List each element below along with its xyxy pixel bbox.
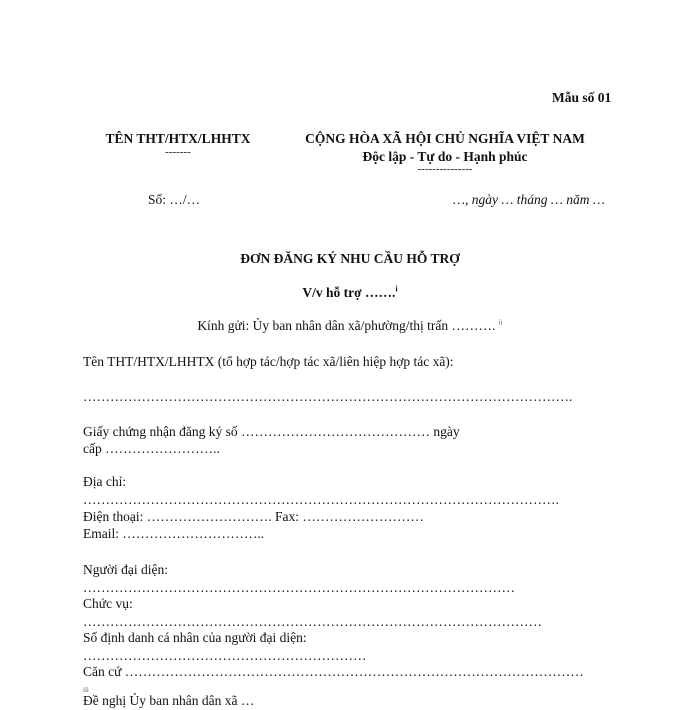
document-number: Số: …/… xyxy=(148,192,201,207)
country-title: CỘNG HÒA XÃ HỘI CHỦ NGHĨA VIỆT NAM xyxy=(305,131,585,146)
recipient xyxy=(0,318,700,334)
basis-text: Căn cứ ………………………………………………………………………………………… xyxy=(83,664,584,679)
recipient-footnote-ref: ii xyxy=(498,318,503,327)
name-line: ………………………………………………………………………………………………. xyxy=(83,389,573,404)
recipient-text: Kính gửi: Ủy ban nhân dân xã/phường/thị trấn ………. xyxy=(197,318,496,333)
basis-footnote-ref: iii xyxy=(83,686,89,694)
name-label: Tên THT/HTX/LHHTX (tổ hợp tác/hợp tác xã/liên hiệp hợp tác xã): xyxy=(83,354,454,369)
certificate-line-2: cấp …………………….. xyxy=(83,441,220,456)
subject-text: V/v hỗ trợ ……. xyxy=(302,285,396,300)
personal-id-field: Số định danh cá nhân của người đại diện: ……………………………………………………… xyxy=(83,630,367,663)
address-field: Địa chỉ: ……………………………………………………………………………………………. xyxy=(83,474,559,507)
subject-footnote-ref: i xyxy=(395,284,398,294)
phone-fax-field: Điện thoại: ………………………. Fax: ……………………… xyxy=(83,509,424,524)
request-line-cutoff: Đề nghị Ủy ban nhân dân xã … xyxy=(83,693,255,708)
position-field: Chức vụ: ………………………………………………………………………………………… xyxy=(83,596,542,629)
representative-field: Người đại diện: …………………………………………………………………………………… xyxy=(83,562,515,595)
document-subject xyxy=(0,285,700,301)
motto-divider: --------------- xyxy=(417,163,473,175)
certificate-line-1: Giấy chứng nhận đăng ký số …………………………………… ngày xyxy=(83,424,460,439)
document-title: ĐƠN ĐĂNG KÝ NHU CẦU HỖ TRỢ xyxy=(240,251,460,266)
document-date: …, ngày … tháng … năm … xyxy=(453,192,605,207)
email-field: Email: ………………………….. xyxy=(83,526,265,541)
form-number: Mẫu số 01 xyxy=(552,90,612,105)
org-name: TÊN THT/HTX/LHHTX xyxy=(105,131,251,146)
motto: Độc lập - Tự do - Hạnh phúc xyxy=(362,149,528,164)
org-divider: ------- xyxy=(165,146,191,158)
